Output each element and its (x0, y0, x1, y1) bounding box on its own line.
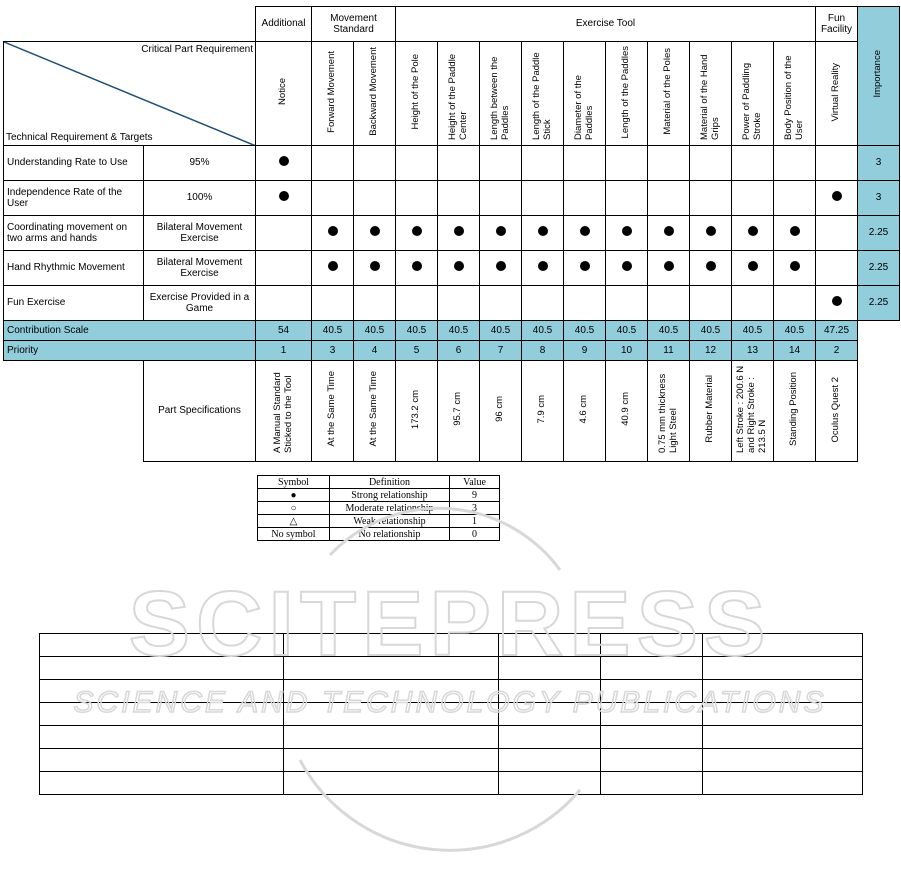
relationship-cell (312, 251, 354, 286)
column-header-11 (732, 42, 774, 146)
requirement-target: Bilateral Movement Exercise (144, 216, 256, 251)
column-header-label: Power of Paddling Stroke (740, 62, 763, 140)
contribution-scale-label: Contribution Scale (4, 321, 256, 341)
relationship-cell (564, 181, 606, 216)
strong-relationship-icon (370, 261, 380, 271)
empty-table-cell (499, 703, 601, 726)
house-of-quality-matrix (3, 6, 900, 462)
empty-table-cell (601, 657, 703, 680)
relationship-cell (774, 181, 816, 216)
part-specification-value: At the Same Time (368, 371, 380, 447)
corner-top-label: Critical Part Requirement (141, 44, 253, 55)
priority-value: 7 (480, 341, 522, 361)
legend-value: 0 (450, 528, 500, 541)
relationship-cell (690, 216, 732, 251)
relationship-cell (354, 286, 396, 321)
part-specification-value: 4.6 cm (578, 394, 590, 424)
part-specification-value: Standing Position (788, 372, 800, 447)
relationship-cell (438, 146, 480, 181)
column-header-label: Length between the Paddles (488, 56, 511, 140)
part-specification-value: Rubber Material (704, 375, 716, 444)
empty-table-cell (601, 680, 703, 703)
part-specification-value: 173.2 cm (410, 389, 422, 429)
strong-relationship-icon (790, 226, 800, 236)
relationship-cell (816, 286, 858, 321)
legend-row (258, 515, 500, 528)
empty-table-cell (284, 703, 499, 726)
importance-value: 2.25 (858, 216, 900, 251)
legend-definition: Moderate relationship (330, 502, 450, 515)
requirement-label: Fun Exercise (4, 286, 144, 321)
group-fun-facility: Fun Facility (816, 7, 858, 42)
empty-table-cell (601, 726, 703, 749)
contribution-scale-value: 54 (256, 321, 312, 341)
strong-relationship-icon (370, 226, 380, 236)
column-header-7 (564, 42, 606, 146)
part-specification-cell (774, 361, 816, 462)
relationship-cell (396, 181, 438, 216)
relationship-cell (312, 286, 354, 321)
relationship-cell (522, 146, 564, 181)
column-header-label: Notice (277, 78, 289, 106)
strong-relationship-icon (328, 261, 338, 271)
priority-value: 6 (438, 341, 480, 361)
relationship-cell (564, 146, 606, 181)
empty-table-row (40, 749, 863, 772)
legend-table (257, 475, 500, 541)
strong-relationship-icon (664, 226, 674, 236)
part-specifications-label: Part Specifications (144, 361, 256, 462)
relationship-cell (648, 181, 690, 216)
strong-relationship-icon (580, 261, 590, 271)
part-specification-value: 40.9 cm (620, 392, 632, 427)
column-header-8 (606, 42, 648, 146)
legend-definition: Weak relationship (330, 515, 450, 528)
column-header-10 (690, 42, 732, 146)
relationship-cell (564, 216, 606, 251)
relationship-cell (606, 181, 648, 216)
relationship-cell (354, 146, 396, 181)
relationship-cell (690, 181, 732, 216)
importance-value: 3 (858, 181, 900, 216)
legend-row (258, 489, 500, 502)
strong-relationship-icon (279, 191, 289, 201)
relationship-cell (396, 251, 438, 286)
empty-table-cell (601, 634, 703, 657)
part-specification-value: Oculus Quest 2 (830, 376, 842, 442)
strong-relationship-icon (454, 226, 464, 236)
relationship-cell (732, 251, 774, 286)
relationship-cell (438, 286, 480, 321)
part-specification-cell (396, 361, 438, 462)
priority-row (4, 341, 900, 361)
contribution-scale-value: 40.5 (732, 321, 774, 341)
strong-relationship-icon (790, 261, 800, 271)
legend-value: 3 (450, 502, 500, 515)
strong-relationship-icon (664, 261, 674, 271)
corner-cell (4, 42, 256, 146)
watermark-sub: SCIENCE AND TECHNOLOGY PUBLICATIONS (73, 686, 827, 719)
strong-relationship-icon (706, 226, 716, 236)
empty-table-cell (703, 749, 863, 772)
requirement-label: Hand Rhythmic Movement (4, 251, 144, 286)
contribution-scale-row (4, 321, 900, 341)
relationship-cell (438, 216, 480, 251)
relationship-cell (732, 216, 774, 251)
strong-relationship-icon (496, 226, 506, 236)
requirement-target: 95% (144, 146, 256, 181)
relationship-cell (522, 251, 564, 286)
column-header-label: Material of the Hand Grips (698, 54, 721, 140)
empty-table-cell (601, 749, 703, 772)
empty-table-cell (499, 772, 601, 795)
relationship-cell (522, 181, 564, 216)
relationship-cell (690, 251, 732, 286)
relationship-cell (312, 181, 354, 216)
part-specification-value: Left Stroke : 200.6 N and Right Stroke : 213.5 N (735, 366, 768, 454)
relationship-cell (606, 286, 648, 321)
strong-relationship-icon (748, 226, 758, 236)
relationship-cell (774, 251, 816, 286)
column-header-label: Length of the Paddles (620, 45, 632, 138)
group-additional: Additional (256, 7, 312, 42)
relationship-cell (648, 286, 690, 321)
relationship-cell (816, 251, 858, 286)
relationship-cell (480, 181, 522, 216)
importance-value: 2.25 (858, 286, 900, 321)
legend-value: 1 (450, 515, 500, 528)
requirement-target: Bilateral Movement Exercise (144, 251, 256, 286)
group-movement: Movement Standard (312, 7, 396, 42)
legend-symbol: ○ (258, 502, 330, 515)
part-specification-cell (732, 361, 774, 462)
relationship-cell (312, 216, 354, 251)
empty-table-cell (284, 749, 499, 772)
importance-value: 2.25 (858, 251, 900, 286)
relationship-cell (438, 251, 480, 286)
part-specification-cell (480, 361, 522, 462)
empty-table-row (40, 680, 863, 703)
relationship-cell (396, 146, 438, 181)
requirement-row (4, 216, 900, 251)
legend-symbol: △ (258, 515, 330, 528)
contribution-scale-value: 40.5 (564, 321, 606, 341)
relationship-cell (774, 146, 816, 181)
contribution-scale-value: 40.5 (438, 321, 480, 341)
contribution-scale-value: 40.5 (480, 321, 522, 341)
empty-table-cell (40, 703, 284, 726)
legend-row (258, 528, 500, 541)
empty-cell (858, 321, 900, 341)
relationship-cell (480, 146, 522, 181)
part-specification-value: 0.75 mm thickness Light Steel (656, 374, 679, 454)
empty-table-cell (703, 703, 863, 726)
part-specification-value: 7.9 cm (536, 394, 548, 424)
strong-relationship-icon (622, 261, 632, 271)
importance-value: 3 (858, 146, 900, 181)
strong-relationship-icon (412, 261, 422, 271)
empty-table-cell (40, 772, 284, 795)
relationship-cell (256, 146, 312, 181)
column-header-label: Length of the Paddle Stick (530, 52, 553, 140)
priority-value: 11 (648, 341, 690, 361)
empty-table-cell (284, 680, 499, 703)
part-specification-value: 95.7 cm (452, 392, 464, 427)
relationship-cell (648, 216, 690, 251)
relationship-cell (732, 286, 774, 321)
column-header-5 (480, 42, 522, 146)
part-specification-value: A Manual Standard Sticked to the Tool (271, 372, 294, 454)
requirement-target: Exercise Provided in a Game (144, 286, 256, 321)
relationship-cell (256, 216, 312, 251)
priority-value: 1 (256, 341, 312, 361)
empty-table-row (40, 772, 863, 795)
strong-relationship-icon (706, 261, 716, 271)
priority-value: 3 (312, 341, 354, 361)
priority-value: 13 (732, 341, 774, 361)
column-header-13 (816, 42, 858, 146)
contribution-scale-value: 40.5 (396, 321, 438, 341)
strong-relationship-icon (832, 296, 842, 306)
contribution-scale-value: 40.5 (522, 321, 564, 341)
relationship-cell (396, 216, 438, 251)
strong-relationship-icon (279, 156, 289, 166)
relationship-cell (648, 146, 690, 181)
relationship-cell (480, 286, 522, 321)
watermark-main: SCITEPRESS (128, 573, 772, 675)
strong-relationship-icon (832, 191, 842, 201)
relationship-cell (816, 216, 858, 251)
priority-value: 8 (522, 341, 564, 361)
relationship-cell (816, 181, 858, 216)
strong-relationship-icon (328, 226, 338, 236)
strong-relationship-icon (622, 226, 632, 236)
requirement-row (4, 146, 900, 181)
relationship-cell (396, 286, 438, 321)
empty-table-cell (284, 772, 499, 795)
priority-value: 2 (816, 341, 858, 361)
importance-header: Importance (858, 7, 900, 146)
part-specification-value: At the Same Time (326, 371, 338, 447)
empty-table-cell (703, 772, 863, 795)
part-specification-value: 96 cm (494, 396, 506, 423)
relationship-cell (732, 146, 774, 181)
requirement-target: 100% (144, 181, 256, 216)
relationship-cell (480, 216, 522, 251)
empty-table-row (40, 703, 863, 726)
relationship-cell (438, 181, 480, 216)
column-header-label: Height of the Pole (410, 53, 422, 130)
part-specification-cell (564, 361, 606, 462)
empty-table-cell (40, 726, 284, 749)
column-header-0 (256, 42, 312, 146)
requirement-row (4, 181, 900, 216)
priority-value: 9 (564, 341, 606, 361)
relationship-cell (774, 286, 816, 321)
priority-value: 14 (774, 341, 816, 361)
column-header-1 (312, 42, 354, 146)
empty-top-left (4, 7, 256, 42)
relationship-cell (606, 146, 648, 181)
empty-table-cell (601, 772, 703, 795)
relationship-cell (312, 146, 354, 181)
column-header-label: Virtual Reality (830, 62, 842, 121)
strong-relationship-icon (538, 226, 548, 236)
empty-table-cell (703, 680, 863, 703)
part-specification-cell (816, 361, 858, 462)
group-exercise-tool: Exercise Tool (396, 7, 816, 42)
part-specification-cell (312, 361, 354, 462)
relationship-cell (732, 181, 774, 216)
part-specifications-row (4, 361, 900, 462)
column-header-label: Material of the Poles (662, 48, 674, 136)
requirement-label: Coordinating movement on two arms and hands (4, 216, 144, 251)
relationship-cell (774, 216, 816, 251)
empty-table-row (40, 634, 863, 657)
relationship-cell (564, 286, 606, 321)
strong-relationship-icon (496, 261, 506, 271)
empty-table-row (40, 657, 863, 680)
part-specification-cell (256, 361, 312, 462)
relationship-cell (256, 251, 312, 286)
empty-table-cell (40, 657, 284, 680)
strong-relationship-icon (580, 226, 590, 236)
empty-table-cell (284, 634, 499, 657)
column-header-3 (396, 42, 438, 146)
legend-definition: No relationship (330, 528, 450, 541)
priority-value: 5 (396, 341, 438, 361)
strong-relationship-icon (538, 261, 548, 271)
empty-table-cell (703, 657, 863, 680)
contribution-scale-value: 40.5 (312, 321, 354, 341)
empty-table-cell (499, 749, 601, 772)
legend-header-symbol: Symbol (258, 476, 330, 489)
part-specification-cell (354, 361, 396, 462)
relationship-cell (564, 251, 606, 286)
relationship-cell (354, 216, 396, 251)
empty-table-row (40, 726, 863, 749)
corner-diagonal (4, 42, 256, 146)
column-header-label: Height of the Paddle Center (446, 53, 469, 140)
priority-label: Priority (4, 341, 256, 361)
strong-relationship-icon (748, 261, 758, 271)
contribution-scale-value: 40.5 (690, 321, 732, 341)
empty-table-cell (40, 680, 284, 703)
requirement-row (4, 251, 900, 286)
empty-table-cell (703, 726, 863, 749)
empty-table-cell (40, 749, 284, 772)
priority-value: 10 (606, 341, 648, 361)
relationship-cell (354, 251, 396, 286)
part-specification-cell (522, 361, 564, 462)
strong-relationship-icon (412, 226, 422, 236)
empty-grid-table (39, 633, 863, 795)
empty-cell (858, 341, 900, 361)
empty-table-cell (499, 634, 601, 657)
relationship-cell (648, 251, 690, 286)
corner-bottom-label: Technical Requirement & Targets (6, 131, 153, 143)
empty-table-cell (40, 634, 284, 657)
contribution-scale-value: 47.25 (816, 321, 858, 341)
part-specification-cell (606, 361, 648, 462)
empty-cell (858, 361, 900, 462)
column-header-label: Forward Movement (326, 50, 338, 133)
column-header-9 (648, 42, 690, 146)
empty-table-cell (284, 657, 499, 680)
relationship-cell (256, 286, 312, 321)
legend-symbol: ● (258, 489, 330, 502)
column-header-6 (522, 42, 564, 146)
empty-table-cell (284, 726, 499, 749)
legend-header-value: Value (450, 476, 500, 489)
column-header-4 (438, 42, 480, 146)
relationship-cell (816, 146, 858, 181)
empty-table-cell (703, 634, 863, 657)
relationship-cell (522, 286, 564, 321)
contribution-scale-value: 40.5 (354, 321, 396, 341)
relationship-cell (354, 181, 396, 216)
contribution-scale-value: 40.5 (606, 321, 648, 341)
column-header-12 (774, 42, 816, 146)
relationship-cell (690, 146, 732, 181)
empty-table-cell (499, 726, 601, 749)
relationship-cell (690, 286, 732, 321)
legend-header-definition: Definition (330, 476, 450, 489)
contribution-scale-value: 40.5 (648, 321, 690, 341)
relationship-cell (480, 251, 522, 286)
legend-value: 9 (450, 489, 500, 502)
requirement-label: Understanding Rate to Use (4, 146, 144, 181)
part-specification-cell (690, 361, 732, 462)
requirement-row (4, 286, 900, 321)
empty-cell (4, 361, 144, 462)
column-header-label: Backward Movement (368, 47, 380, 137)
priority-value: 4 (354, 341, 396, 361)
empty-table-cell (499, 680, 601, 703)
priority-value: 12 (690, 341, 732, 361)
relationship-cell (522, 216, 564, 251)
empty-table-cell (601, 703, 703, 726)
relationship-cell (256, 181, 312, 216)
legend-definition: Strong relationship (330, 489, 450, 502)
strong-relationship-icon (454, 261, 464, 271)
relationship-cell (606, 251, 648, 286)
requirement-label: Independence Rate of the User (4, 181, 144, 216)
column-header-label: Body Position of the User (782, 55, 805, 140)
column-header-label: Diameter of the Paddles (572, 74, 595, 140)
column-header-2 (354, 42, 396, 146)
contribution-scale-value: 40.5 (774, 321, 816, 341)
legend-row (258, 502, 500, 515)
empty-table-cell (499, 657, 601, 680)
part-specification-cell (648, 361, 690, 462)
legend-symbol: No symbol (258, 528, 330, 541)
relationship-cell (606, 216, 648, 251)
part-specification-cell (438, 361, 480, 462)
